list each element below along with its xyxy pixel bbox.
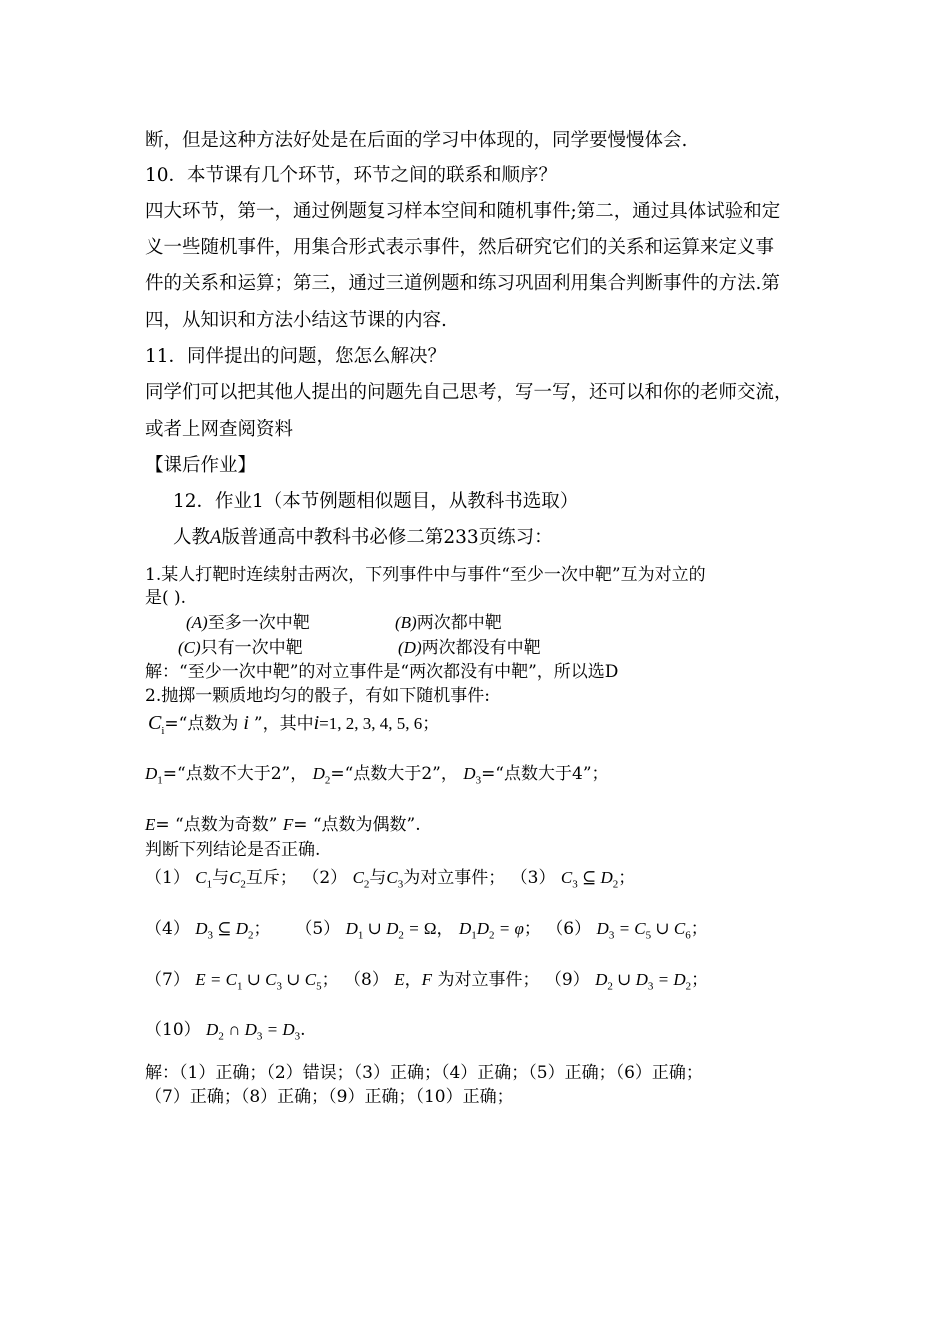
statements-4-6: （4） $D_3$ ⊆ $D_2$； （5） $D_1$ ∪ $D_2 = \Omega$， $D_1D_2 = \varphi$； （6） $D_3 = C_5$ ∪ $C_6$； <box>145 919 708 942</box>
answers-line-1: 解：（1）正确；（2）错误；（3）正确；（4）正确；（5）正确；（6）正确； <box>145 1063 703 1083</box>
textbook-a: A <box>210 528 222 548</box>
exercise-1-line: 1.某人打靶时连续射击两次，下列事件中与事件“至少一次中靶”互为对立的 <box>145 565 706 585</box>
solution-1: 解：“至少一次中靶”的对立事件是“两次都没有中靶”，所以选D <box>145 662 619 682</box>
textbook-post: 版普通高中教科书必修二第233页练习： <box>221 527 553 548</box>
paragraph-line: 四，从知识和方法小结这节课的内容. <box>145 310 447 331</box>
textbook-reference <box>173 526 553 550</box>
d-definitions: $D_1=“$点数不大于2”， $D_2=“$点数大于2”， $D_3=“$点数大于4”； <box>145 764 609 787</box>
textbook-pre: 人教 <box>173 527 211 548</box>
c-definition: $C_i=“$点数为 i ”，其中i=1, 2, 3, 4, 5, 6； <box>148 712 440 737</box>
e-f-definitions: E= “点数为奇数” F= “点数为偶数”. <box>145 815 421 835</box>
exercise-1-line: 是( ). <box>145 588 187 608</box>
paragraph-line: 义一些随机事件，用集合形式表示事件，然后研究它们的关系和运算来定义事 <box>145 237 775 258</box>
paragraph-line: 件的关系和运算；第三，通过三道例题和练习巩固利用集合判断事件的方法.第 <box>145 273 780 294</box>
paragraph-line: 或者上网查阅资料 <box>145 419 294 440</box>
question-11: 11．同伴提出的问题，您怎么解决？ <box>145 346 447 367</box>
paragraph-line: 同学们可以把其他人提出的问题先自己思考，写一写，还可以和你的老师交流， <box>145 382 793 403</box>
option-a: (A)至多一次中靶 <box>186 613 310 633</box>
option-b: (B)两次都中靶 <box>395 613 502 633</box>
statements-1-3: （1） $C_1$与$C_2$互斥； （2） $C_2$与$C_3$为对立事件； （3） $C_3$ ⊆ $D_2$； <box>145 868 636 891</box>
paragraph-line: 断，但是这种方法好处是在后面的学习中体现的，同学要慢慢体会. <box>145 130 688 151</box>
statements-7-9: （7） $E = C_1$ ∪ $C_3$ ∪ $C_5$； （8） E，F 为对立事件； （9） $D_2$ ∪ $D_3 = D_2$； <box>145 970 709 993</box>
question-10: 10．本节课有几个环节，环节之间的联系和顺序？ <box>145 165 558 186</box>
homework-12: 12．作业1（本节例题相似题目，从教科书选取） <box>173 491 579 512</box>
answers-line-2: （7）正确；（8）正确；（9）正确；（10）正确； <box>145 1087 514 1107</box>
judge-instruction: 判断下列结论是否正确. <box>145 840 321 860</box>
option-c: (C)只有一次中靶 <box>178 638 303 658</box>
paragraph-line: 四大环节，第一，通过例题复习样本空间和随机事件;第二，通过具体试验和定 <box>145 201 781 222</box>
exercise-2: 2.抛掷一颗质地均匀的骰子，有如下随机事件: <box>145 686 490 706</box>
statement-10: （10） $D_2$ ∩ $D_3 = D_3$. <box>145 1020 306 1043</box>
option-d: (D)两次都没有中靶 <box>398 638 541 658</box>
homework-heading: 【课后作业】 <box>145 455 257 476</box>
